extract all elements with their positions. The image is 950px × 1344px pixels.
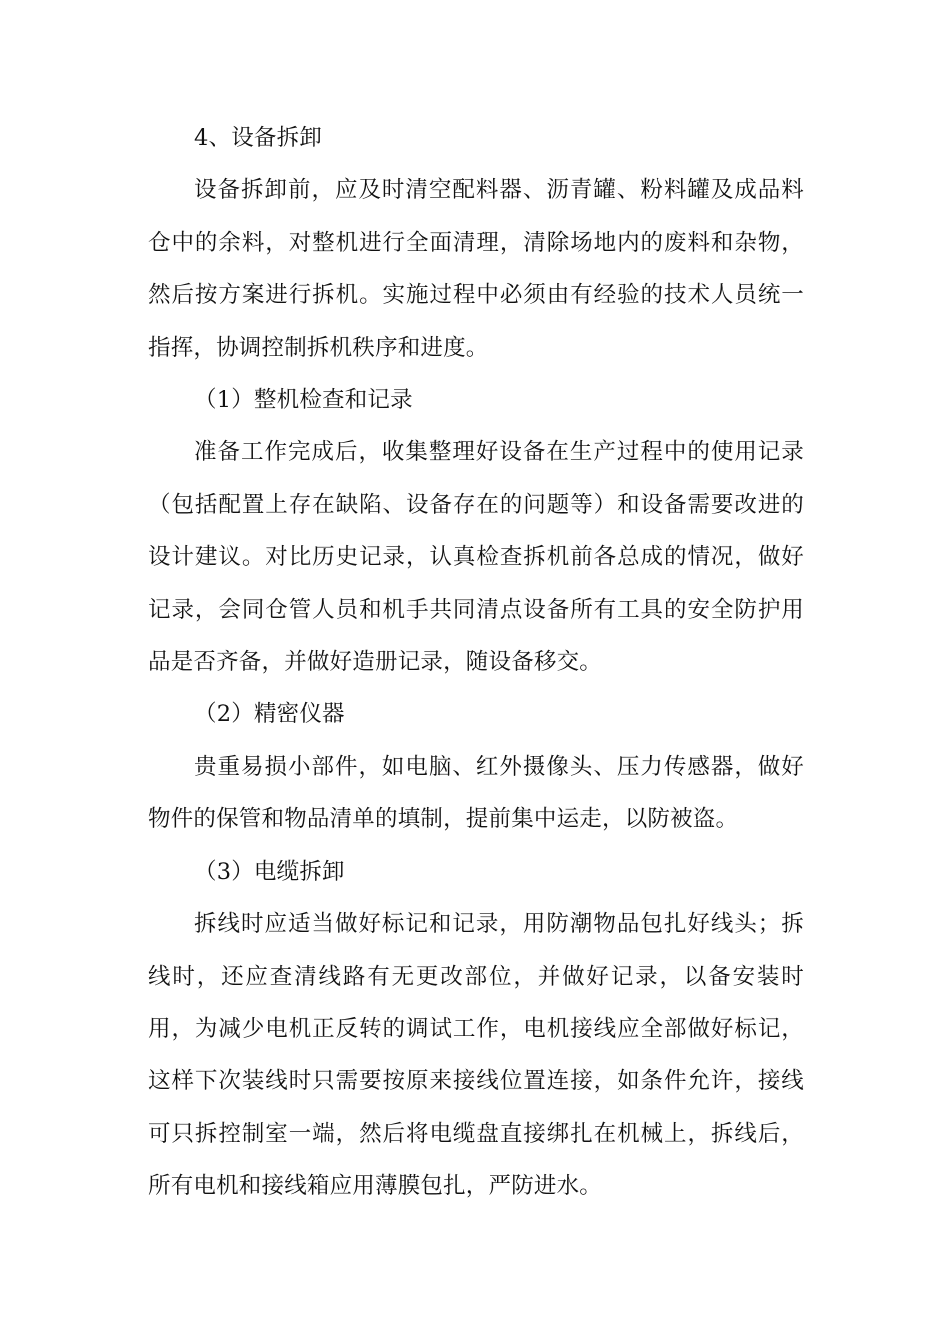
subsection-paragraph-3: 拆线时应适当做好标记和记录，用防潮物品包扎好线头；拆线时，还应查清线路有无更改部位，并做好记录，以备安装时用，为减少电机正反转的调试工作，电机接线应全部做好标记，这样下次装线时只需要按原来接线位置连接，如条件允许，接线可只拆控制室一端，然后将电缆盘直接绑扎在机械上，拆线后，所有电机和接线箱应用薄膜包扎，严防进水。 — [148, 911, 804, 1200]
subsection-paragraph-2: 贵重易损小部件，如电脑、红外摄像头、压力传感器，做好物件的保管和物品清单的填制，提前集中运走，以防被盗。 — [148, 753, 804, 833]
subsection-heading-2: （2）精密仪器 — [194, 701, 345, 728]
intro-paragraph: 设备拆卸前，应及时清空配料器、沥青罐、粉料罐及成品料仓中的余料，对整机进行全面清理，清除场地内的废料和杂物，然后按方案进行拆机。实施过程中必须由有经验的技术人员统一指挥，协调控制拆机秩序和进度。 — [148, 177, 804, 361]
subsection-paragraph-1: 准备工作完成后，收集整理好设备在生产过程中的使用记录（包括配置上存在缺陷、设备存在的问题等）和设备需要改进的设计建议。对比历史记录，认真检查拆机前各总成的情况，做好记录，会同仓管人员和机手共同清点设备所有工具的安全防护用品是否齐备，并做好造册记录，随设备移交。 — [148, 439, 804, 676]
subsection-heading-3: （3）电缆拆卸 — [194, 858, 345, 885]
subsection-heading-1: （1）整机检查和记录 — [194, 387, 413, 414]
section-heading: 4、设备拆卸 — [194, 125, 323, 151]
document-body — [148, 112, 804, 1213]
